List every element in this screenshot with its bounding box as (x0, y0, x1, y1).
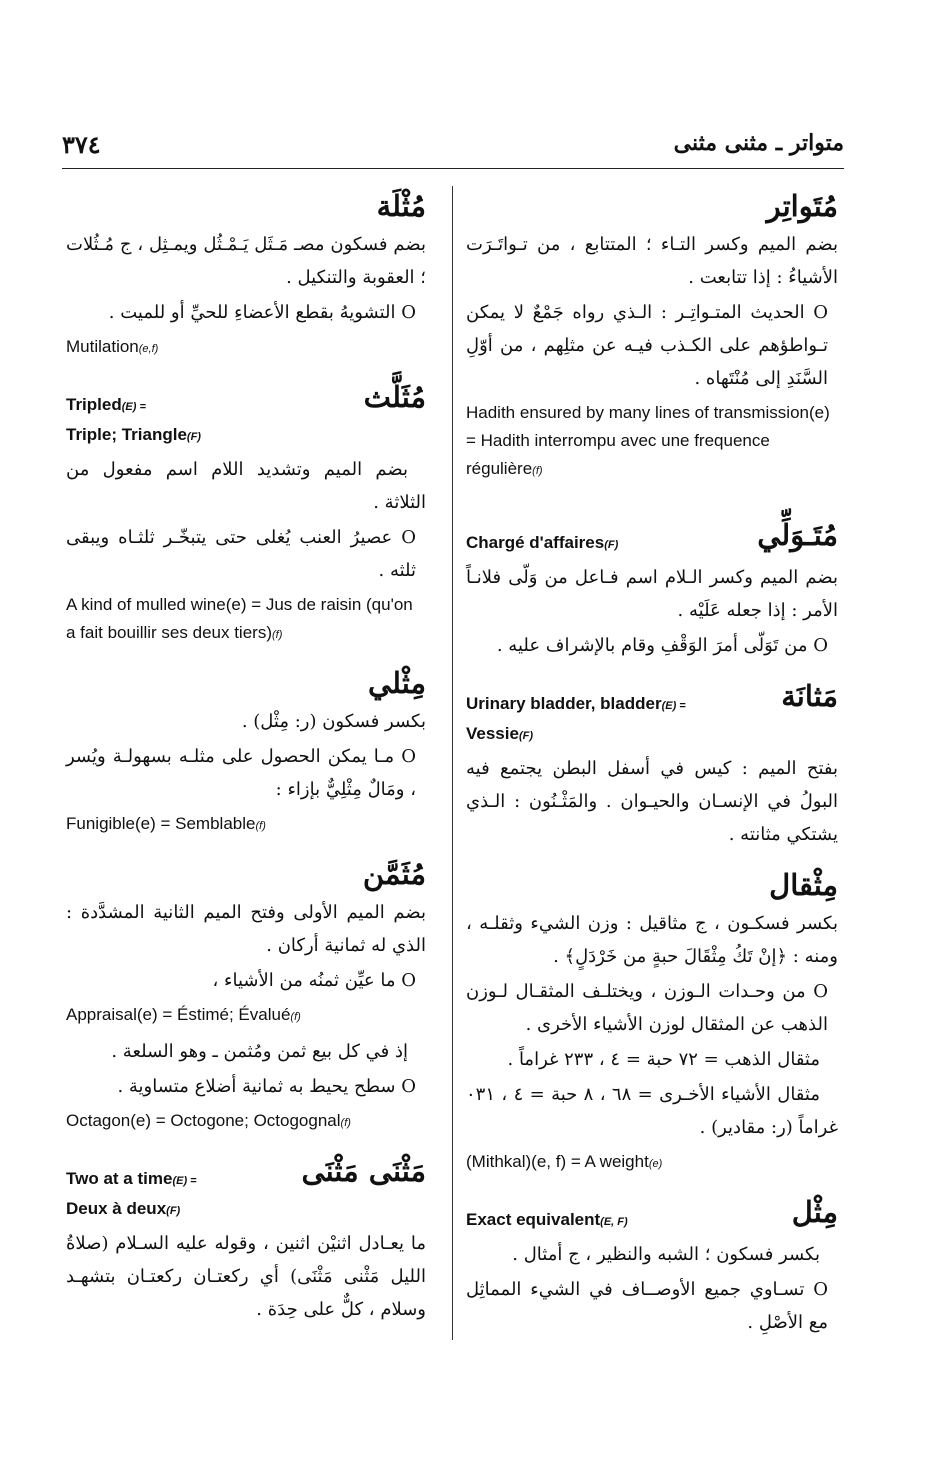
arabic-definition: O من تَوَلّى أمرَ الوَقْفِ وقام بالإشراف عليه . (496, 635, 828, 656)
left-column (66, 186, 426, 1340)
headword: مُتَـوَلِّي (757, 518, 838, 552)
dictionary-entry (466, 1192, 838, 1339)
arabic-definition: O عصيرُ العنب يُغلى حتى يتبخّـر ثلثـاه ويبقى ثلثه . (66, 527, 416, 581)
arabic-definition: بضم فسكون مصـ مَـثَل يَـمْـثُل ويمـثِل ، ج مُـثُلات ؛ العقوبة والتنكيل . (66, 234, 426, 288)
arabic-definition: بكسر فسكون ؛ الشبه والنظير ، ج أمثال . (512, 1244, 820, 1265)
dictionary-entry (66, 377, 426, 649)
english-equivalent: Exact equivalent(E, F) (466, 1210, 628, 1229)
dictionary-entry (466, 186, 838, 485)
dictionary-entry (66, 186, 426, 363)
arabic-definition: O من وحـدات الـوزن ، ويختلـف المثقـال لـوزن الذهب عن المثقال لوزن الأشياء الأخرى . (466, 981, 828, 1035)
headword: مُثَلَّث (363, 380, 426, 414)
english-equivalent: Tripled(E) = Triple; Triangle(F) (66, 395, 201, 444)
arabic-definition: ما يعـادل اثنيْن اثنين ، وقوله عليه السـلام (صلاةُ الليل مَثْنى مَثْنَى) أي ركعتـان ركعتـان بتشهـد وسلام ، كلٌّ على حِدَة . (66, 1233, 426, 1320)
dictionary-entry (66, 1151, 426, 1326)
arabic-definition: بضم الميم وتشديد اللام اسم مفعول من الثلاثة . (66, 459, 426, 513)
arabic-definition: O تسـاوي جميع الأوصــاف في الشيء المماثِل مع الأصْلِ . (466, 1279, 828, 1333)
headword: مُتَواتِر (766, 189, 838, 223)
arabic-definition: إذ في كل بيع ثمن ومُثمن ـ وهو السلعة . (111, 1041, 408, 1062)
arabic-definition: مثقال الأشياء الأخـرى = ٦٨ ، ٨ حبة = ٤ ، ٠٣١ غراماً (ر: مقادير) . (466, 1084, 838, 1138)
english-translation: (Mithkal)(e, f) = A weight(e) (466, 1152, 663, 1171)
page-header (62, 128, 844, 169)
arabic-definition: O سطح يحيط به ثمانية أضلاع متساوية . (117, 1076, 416, 1097)
arabic-definition: بضم الميم الأولى وفتح الميم الثانية المشدَّدة : الذي له ثمانية أركان . (66, 902, 426, 956)
english-translation: Funigible(e) = Semblable(f) (66, 814, 266, 833)
english-equivalent: Chargé d'affaires(F) (466, 533, 619, 552)
english-translation: Mutilation(e,f) (66, 337, 159, 356)
arabic-definition: O الحديث المتـواتِـر : الـذي رواه جَمْعٌ لا يمكن تـواطؤهم على الكـذب فيـه عن مثلِهم ، من أوّلِ السَّنَدِ إلى مُنْتَهاه . (466, 302, 828, 389)
right-column (466, 186, 838, 1353)
running-head: متواتر ـ مثنى مثنى (673, 130, 844, 156)
english-translation: A kind of mulled wine(e) = Jus de raisin (qu'on a fait bouillir ses deux tiers)(f) (66, 595, 413, 642)
arabic-definition: O التشويهُ بقطع الأعضاءِ للحيِّ أو للميت . (108, 302, 416, 323)
headword: مِثْل (791, 1195, 838, 1229)
arabic-definition: بضم الميم وكسر الـلام اسم فـاعل من وَلّى فلانـاً الأمر : إذا جعله عَلَيْه . (466, 567, 838, 621)
arabic-definition: مثقال الذهب = ٧٢ حبة = ٤ ، ٢٣٣ غراماً . (507, 1049, 820, 1070)
english-equivalent: Urinary bladder, bladder(E) = Vessie(F) (466, 694, 686, 743)
arabic-definition: O ما عيِّن ثمنُه من الأشياء ، (212, 970, 416, 991)
arabic-definition: بضم الميم وكسر التـاء ؛ المتتابع ، من تـواتَـرَت الأشياءُ : إذا تتابعت . (466, 234, 838, 288)
headword: مُثْلَة (376, 189, 426, 223)
headword: مِثْلي (367, 666, 426, 700)
arabic-definition: بفتح الميم : كيس في أسفل البطن يجتمع فيه البولُ في الإنسـان والحيـوان . والمَثْـنُون : الـذي يشتكي مثانته . (466, 758, 838, 845)
page-number: ٣٧٤ (62, 130, 101, 159)
headword: مُثَمَّن (362, 857, 426, 891)
dictionary-entry (466, 676, 838, 851)
arabic-definition: O مـا يمكن الحصول على مثلـه بسهولـة ويُسر ، ومَالٌ مِثْلِيٌّ بإزاء : (66, 746, 416, 800)
headword: مَثانَة (781, 679, 838, 713)
headword: مَثْنَى مَثْنَى (301, 1154, 426, 1188)
english-translation: Octagon(e) = Octogone; Octogognal(f) (66, 1111, 351, 1130)
dictionary-entry (466, 515, 838, 662)
headword: مِثْقال (769, 868, 838, 902)
column-divider (452, 186, 453, 1340)
english-translation: Appraisal(e) = Éstimé; Évalué(f) (66, 1005, 301, 1024)
english-translation: Hadith ensured by many lines of transmission(e) = Hadith interrompu avec une frequence régulière(f) (466, 403, 830, 478)
dictionary-entry (66, 854, 426, 1137)
english-equivalent: Two at a time(E) = Deux à deux(F) (66, 1169, 197, 1218)
arabic-definition: بكسر فسكون (ر: مِثْل) . (241, 711, 426, 732)
dictionary-entry (466, 865, 838, 1178)
arabic-definition: بكسر فسكـون ، ج مثاقيل : وزن الشيء وثقلـه ، ومنه : ﴿إنْ تَكُ مِثْقَالَ حبةٍ من خَرْدَلٍ﴾ . (466, 913, 838, 967)
dictionary-entry (66, 663, 426, 840)
